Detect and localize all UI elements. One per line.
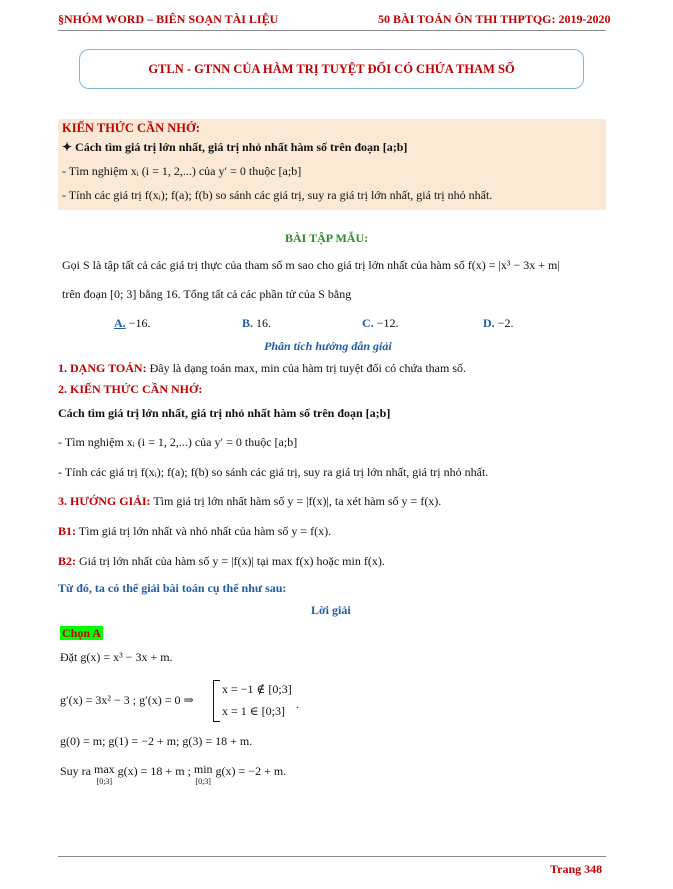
question-line-1: Gọi S là tập tất cả các giá trị thực của tham số m sao cho giá trị lớn nhất của hàm số f(x) = |x³ − 3x + m| [62,258,560,272]
analysis-kien-thuc-bold: Cách tìm giá trị lớn nhất, giá trị nhỏ nhất hàm số trên đoạn [a;b] [58,406,391,420]
solution-step-2-left: g′(x) = 3x² − 3 ; g′(x) = 0 ⇒ [60,693,194,707]
solution-step-1: Đặt g(x) = x³ − 3x + m. [60,650,173,664]
solution-step-4-min-rest: g(x) = −2 + m. [215,764,287,778]
case-bracket [213,680,220,722]
option-d-value: −2. [497,316,514,330]
min-interval: [0;3] [195,777,211,786]
analysis-b1-text: Tìm giá trị lớn nhất và nhỏ nhất của hàm số y = f(x). [76,524,332,538]
header-group-name: §NHÓM WORD – BIÊN SOẠN TÀI LIỆU [58,12,279,26]
lesson-title: GTLN - GTNN CỦA HÀM TRỊ TUYỆT ĐỐI CÓ CHỨA THAM SỐ [148,61,515,76]
max-label: max [94,762,115,776]
choose-answer-label: Chọn A [62,626,102,640]
analysis-b1-label: B1: [58,524,76,538]
max-operator [94,764,115,787]
knowledge-heading: KIẾN THỨC CẦN NHỚ: [62,121,200,135]
analysis-huong-giai [58,494,441,509]
max-interval: [0;3] [96,777,113,786]
analysis-heading: Phân tích hướng dẫn giải [264,339,392,353]
option-a [114,316,150,331]
option-b-value: 16. [256,316,272,330]
knowledge-line-1: - Tìm nghiệm xᵢ (i = 1, 2,...) của y′ = 0 thuộc [a;b] [62,164,302,178]
solution-step-4-max-rest: g(x) = 18 + m ; [117,764,191,778]
analysis-kien-thuc-line-1: - Tìm nghiệm xᵢ (i = 1, 2,...) của y′ = 0 thuộc [a;b] [58,435,298,449]
knowledge-line-2: - Tính các giá trị f(xᵢ); f(a); f(b) so sánh các giá trị, suy ra giá trị lớn nhất, giá trị nhỏ nhất. [62,188,493,202]
sample-heading: BÀI TẬP MẪU: [285,231,369,245]
solution-step-3: g(0) = m; g(1) = −2 + m; g(3) = 18 + m. [60,734,253,748]
option-b [242,316,271,331]
analysis-transition: Từ đó, ta có thể giải bài toán cụ thể như sau: [58,581,287,595]
analysis-huong-giai-label: 3. HƯỚNG GIẢI: [58,494,151,508]
option-d-label: D. [483,316,495,330]
option-d [483,316,513,331]
knowledge-bullet: ✦ Cách tìm giá trị lớn nhất, giá trị nhỏ nhất hàm số trên đoạn [a;b] [62,140,408,154]
analysis-dang-toan-label: 1. DẠNG TOÁN: [58,361,147,375]
solution-step-2-case-2: x = 1 ∈ [0;3] [222,704,285,718]
analysis-dang-toan [58,361,466,376]
analysis-b2-text: Giá trị lớn nhất của hàm số y = |f(x)| tại max f(x) hoặc min f(x). [76,554,385,568]
analysis-kien-thuc-label: 2. KIẾN THỨC CẦN NHỚ: [58,382,203,396]
header-exam-title: 50 BÀI TOÁN ÔN THI THPTQG: 2019-2020 [378,12,611,26]
min-label: min [193,762,213,776]
lesson-title-box [79,49,584,89]
analysis-b2-label: B2: [58,554,76,568]
min-operator [194,764,213,787]
choose-answer [60,626,103,641]
solution-step-4 [60,764,286,787]
option-a-label: A. [114,316,126,330]
question-line-2: trên đoạn [0; 3] bằng 16. Tổng tất cả các phần tử của S bằng [62,287,352,301]
option-c-value: −12. [376,316,399,330]
solution-step-2-case-1: x = −1 ∉ [0;3] [222,682,292,696]
analysis-dang-toan-text: Đây là dạng toán max, min của hàm trị tuyệt đối có chứa tham số. [146,361,466,375]
analysis-b1 [58,524,331,539]
header-divider [58,30,606,31]
solution-heading: Lời giải [311,603,351,617]
analysis-kien-thuc-line-2: - Tính các giá trị f(xᵢ); f(a); f(b) so sánh các giá trị, suy ra giá trị lớn nhất, giá trị nhỏ nhất. [58,465,489,479]
option-c [362,316,398,331]
page-number: Trang 348 [550,862,603,876]
option-b-label: B. [242,316,254,330]
solution-step-2-end: . [296,697,299,711]
option-c-label: C. [362,316,374,330]
analysis-huong-giai-text: Tìm giá trị lớn nhất hàm số y = |f(x)|, ta xét hàm số y = f(x). [150,494,442,508]
option-a-value: −16. [128,316,151,330]
solution-step-4-prefix: Suy ra [60,764,91,778]
footer-divider [58,856,606,857]
analysis-b2 [58,554,385,569]
